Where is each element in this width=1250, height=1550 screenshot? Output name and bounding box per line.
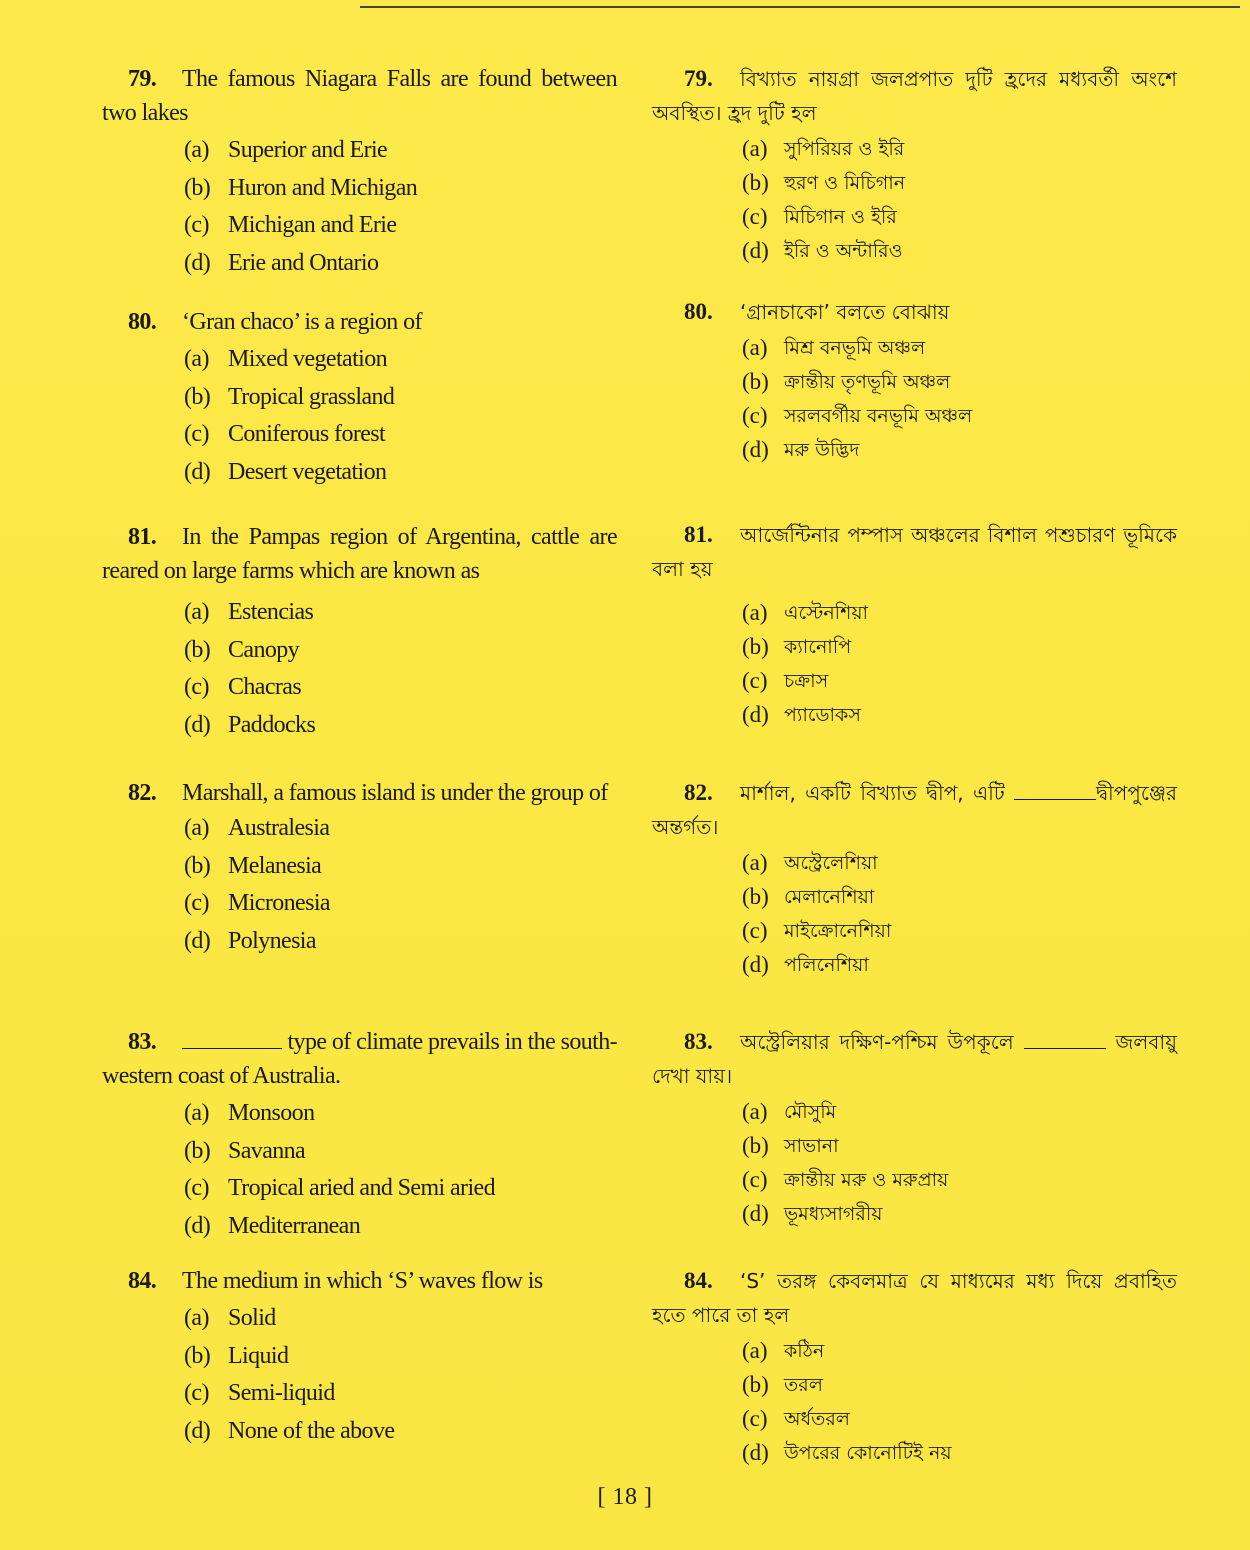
options-list: [652, 132, 1177, 268]
question-stem: type of climate prevails in the south-western coast of Australia.: [102, 1029, 618, 1089]
option-b: (b) তরল: [742, 1372, 823, 1397]
option-d: (d) ভূমধ্যসাগরীয়: [742, 1201, 883, 1226]
question-number: 82.: [684, 780, 713, 805]
option-c: (c) Tropical aried and Semi aried: [184, 1175, 495, 1201]
options-list: [102, 1095, 617, 1245]
question-stem: বিখ্যাত নায়গ্রা জলপ্রপাত দুটি হ্রদের মধ্যবর্তী অংশে অবস্থিত। হ্রদ দুটি হল: [652, 67, 1177, 125]
question-number: 81.: [684, 522, 713, 547]
question-84-bn: [652, 1264, 1177, 1470]
question-stem: ‘Gran chaco’ is a region of: [182, 309, 422, 335]
option-b: (b) Savanna: [184, 1137, 306, 1164]
option-c: (c) Micronesia: [184, 890, 330, 916]
question-number: 81.: [128, 524, 157, 550]
option-c: (c) মাইক্রোনেশিয়া: [742, 918, 892, 943]
option-a: (a) Estencias: [184, 599, 314, 625]
question-number: 84.: [684, 1268, 713, 1293]
option-c: (c) Michigan and Erie: [184, 212, 397, 238]
options-list: [652, 846, 1177, 982]
option-a: (a) মিশ্র বনভূমি অঞ্চল: [742, 335, 926, 360]
option-d: (d) পলিনেশিয়া: [742, 952, 869, 977]
option-c: (c) Semi-liquid: [184, 1380, 335, 1406]
option-b: (b) Tropical grassland: [184, 383, 395, 410]
question-80-bn: [652, 295, 1177, 467]
option-d: (d) Desert vegetation: [184, 458, 387, 485]
option-a: (a) কঠিন: [742, 1338, 825, 1363]
question-79-bn: [652, 62, 1177, 268]
question-number: 79.: [128, 66, 157, 92]
option-d: (d) Polynesia: [184, 927, 316, 954]
question-stem: The famous Niagara Falls are found between two lakes: [102, 66, 617, 126]
question-stem: ‘গ্রানচাকো’ বলতে বোঝায়: [740, 300, 950, 324]
fill-in-blank: [1024, 1030, 1106, 1049]
option-d: (d) প্যাডোকস: [742, 702, 861, 727]
question-83-bn: 83. অস্ট্রেলিয়ার দক্ষিণ-পশ্চিম উপকূলে জলবায়ু দেখা যায়। (a) মৌসুমি (b) সাভানা (c) ক্রান্তীয় মরু ও মরুপ্রায় (d) ভূমধ্যসাগরীয়: [652, 1025, 1177, 1231]
question-number: 80.: [684, 299, 713, 324]
option-d: (d) None of the above: [184, 1417, 395, 1444]
question-stem: In the Pampas region of Argentina, cattle are reared on large farms which are known as: [102, 524, 617, 584]
question-stem: Marshall, a famous island is under the group of: [182, 780, 608, 806]
options-list: [652, 1334, 1177, 1470]
question-81-bn: [652, 518, 1177, 732]
option-c: (c) চক্রাস: [742, 668, 829, 693]
option-a: (a) সুপিরিয়র ও ইরি: [742, 136, 905, 161]
option-c: (c) মিচিগান ও ইরি: [742, 204, 897, 229]
question-84-en: [102, 1264, 617, 1450]
question-79-en: [102, 62, 617, 282]
option-a: (a) অস্ট্রেলেশিয়া: [742, 850, 878, 875]
option-c: (c) Coniferous forest: [184, 421, 386, 447]
option-c: (c) সরলবর্গীয় বনভূমি অঞ্চল: [742, 403, 973, 428]
option-b: (b) Melanesia: [184, 852, 322, 879]
question-number: 83.: [128, 1029, 157, 1055]
option-c: (c) ক্রান্তীয় মরু ও মরুপ্রায়: [742, 1167, 949, 1192]
option-b: (b) সাভানা: [742, 1133, 839, 1158]
question-number: 84.: [128, 1268, 157, 1294]
option-a: (a) Superior and Erie: [184, 137, 388, 163]
question-stem: The medium in which ‘S’ waves flow is: [182, 1268, 543, 1294]
options-list: [102, 132, 617, 282]
question-number: 79.: [684, 66, 713, 91]
options-list: [652, 331, 1177, 467]
option-a: (a) এস্টেনশিয়া: [742, 600, 869, 625]
option-d: (d) Erie and Ontario: [184, 249, 379, 276]
option-b: (b) হুরণ ও মিচিগান: [742, 170, 906, 195]
question-number: 82.: [128, 780, 157, 806]
option-a: (a) Monsoon: [184, 1100, 315, 1126]
question-82-en: [102, 776, 617, 960]
option-b: (b) Liquid: [184, 1342, 289, 1369]
fill-in-blank: [182, 1028, 282, 1049]
top-rule: [360, 6, 1240, 8]
option-c: (c) অর্ধতরল: [742, 1406, 850, 1431]
question-stem: ‘S’ তরঙ্গ কেবলমাত্র যে মাধ্যমের মধ্য দিয়ে প্রবাহিত হতে পারে তা হল: [652, 1269, 1177, 1327]
question-number: 80.: [128, 309, 157, 335]
question-82-bn: 82. মার্শাল, একটি বিখ্যাত দ্বীপ, এটি দ্বীপপুঞ্জের অন্তর্গত। (a) অস্ট্রেলেশিয়া (b) মেলানেশিয়া (c) মাইক্রোনেশিয়া (d) পলিনেশিয়া: [652, 776, 1177, 982]
page-number: [ 18 ]: [597, 1484, 653, 1510]
question-81-en: [102, 520, 617, 744]
option-b: (b) ক্রান্তীয় তৃণভূমি অঞ্চল: [742, 369, 951, 394]
fill-in-blank: [1014, 781, 1096, 800]
options-list: [102, 341, 617, 491]
options-list: [102, 1300, 617, 1450]
option-d: (d) ইরি ও অন্টারিও: [742, 238, 903, 263]
options-list: [652, 1095, 1177, 1231]
option-b: (b) ক্যানোপি: [742, 634, 852, 659]
options-list: [652, 596, 1177, 732]
options-list: [102, 810, 617, 960]
option-a: (a) Mixed vegetation: [184, 346, 388, 372]
option-b: (b) Canopy: [184, 636, 300, 663]
options-list: [102, 594, 617, 744]
option-b: (b) Huron and Michigan: [184, 174, 418, 201]
option-b: (b) মেলানেশিয়া: [742, 884, 875, 909]
option-d: (d) উপরের কোনোটিই নয়: [742, 1440, 952, 1465]
question-83-en: [102, 1025, 617, 1245]
question-stem: আর্জেন্টিনার পম্পাস অঞ্চলের বিশাল পশুচারণ ভূমিকে বলা হয়: [652, 523, 1177, 581]
option-c: (c) Chacras: [184, 674, 302, 700]
question-80-en: [102, 305, 617, 491]
question-number: 83.: [684, 1029, 713, 1054]
option-a: (a) Solid: [184, 1305, 276, 1331]
option-d: (d) Mediterranean: [184, 1212, 361, 1239]
option-a: (a) মৌসুমি: [742, 1099, 837, 1124]
option-d: (d) মরু উদ্ভিদ: [742, 437, 860, 462]
option-d: (d) Paddocks: [184, 711, 316, 738]
option-a: (a) Australesia: [184, 815, 330, 841]
